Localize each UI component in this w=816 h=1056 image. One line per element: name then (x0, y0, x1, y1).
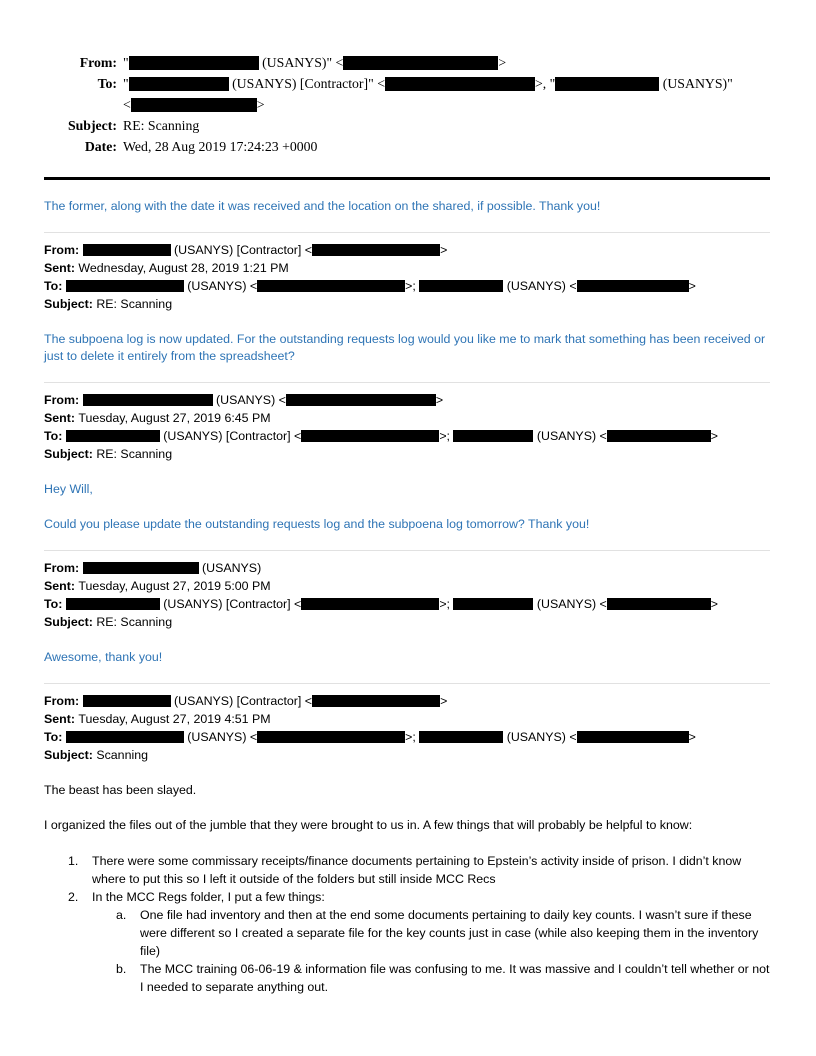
text-run: >; (439, 597, 454, 611)
quote-field-label: From: (44, 393, 83, 407)
redaction-bar (66, 731, 184, 743)
quote-field-line (44, 391, 770, 409)
text-run: (USANYS) < (503, 730, 577, 744)
quote-field-line (44, 259, 770, 277)
header-field-label: Date: (84, 139, 117, 154)
redaction-bar (286, 394, 436, 406)
text-run: RE: Scanning (96, 615, 173, 629)
text-run: >; (405, 279, 420, 293)
redaction-bar (301, 598, 439, 610)
text-run: > (688, 730, 696, 744)
list-item-content (140, 906, 770, 960)
quote-field-label: Sent: (44, 261, 79, 275)
redaction-bar (66, 280, 184, 292)
quote-field-label: Sent: (44, 712, 79, 726)
redaction-bar (312, 244, 440, 256)
redaction-bar (66, 430, 160, 442)
list-item-text: One file had inventory and then at the end some documents pertaining to daily key counts. I wasn’t sure if these were different so I created a separate file for the key counts just in case (while also keeping them in the inventory file) (140, 908, 759, 958)
text-run: (USANYS) [Contractor] < (170, 243, 313, 257)
redaction-bar (419, 731, 503, 743)
text-run: (USANYS) [Contractor] < (159, 597, 302, 611)
text-run: > (440, 694, 448, 708)
list-item-text: In the MCC Regs folder, I put a few things: (92, 890, 325, 904)
text-run: RE: Scanning (123, 118, 200, 133)
header-field-value (117, 52, 770, 73)
redaction-bar (129, 77, 229, 91)
text-run: > (710, 597, 719, 611)
header-field-line (123, 73, 770, 94)
text-run: (USANYS) (198, 561, 262, 575)
header-field-line (123, 136, 770, 157)
redaction-bar (83, 244, 171, 256)
text-run: " (123, 76, 129, 91)
text-run: The beast has been slayed. (44, 783, 197, 797)
text-run: > (688, 279, 696, 293)
redaction-bar (577, 731, 689, 743)
quote-field-line (44, 613, 770, 631)
quote-field-label: From: (44, 694, 83, 708)
text-run: (USANYS) [Contractor]" < (228, 76, 385, 91)
quoted-message-header (44, 383, 770, 463)
quote-field-line (44, 559, 770, 577)
header-rule (44, 177, 770, 180)
header-field-line (123, 52, 770, 73)
text-run: Tuesday, August 27, 2019 6:45 PM (78, 411, 271, 425)
text-run: (USANYS) < (533, 597, 607, 611)
text-run: RE: Scanning (96, 297, 173, 311)
text-run: (USANYS) < (183, 730, 258, 744)
header-field-row (44, 73, 770, 115)
redaction-bar (607, 430, 711, 442)
redaction-bar (312, 695, 440, 707)
quote-field-line (44, 577, 770, 595)
header-field-value (117, 115, 770, 136)
text-run: >; (439, 429, 454, 443)
text-run: Wed, 28 Aug 2019 17:24:23 +0000 (123, 139, 318, 154)
list-item (44, 888, 770, 996)
text-run: (USANYS) < (533, 429, 607, 443)
quote-field-label: From: (44, 243, 83, 257)
quote-field-line (44, 409, 770, 427)
redaction-bar (66, 598, 160, 610)
body-paragraph (44, 649, 770, 666)
text-run: >; (405, 730, 420, 744)
list-marker: 1. (68, 854, 79, 868)
text-run: > (435, 393, 444, 407)
quote-field-label: Subject: (44, 447, 97, 461)
quote-field-label: To: (44, 730, 66, 744)
text-run: " (123, 55, 129, 70)
text-run: (USANYS)" < (258, 55, 344, 70)
text-run: (USANYS) [Contractor] < (159, 429, 302, 443)
redaction-bar (131, 98, 257, 112)
quote-field-line (44, 595, 770, 613)
quote-field-label: To: (44, 597, 66, 611)
quote-field-line (44, 295, 770, 313)
text-run: Could you please update the outstanding requests log and the subpoena log tomorrow? Thank you! (44, 517, 590, 531)
redaction-bar (419, 280, 503, 292)
list-marker: 2. (68, 890, 79, 904)
redaction-bar (453, 430, 533, 442)
redaction-bar (577, 280, 689, 292)
body-paragraph (44, 198, 770, 215)
redaction-bar (83, 695, 171, 707)
redaction-bar (83, 394, 213, 406)
redaction-bar (343, 56, 498, 70)
body-list (44, 852, 770, 996)
quote-field-line (44, 427, 770, 445)
text-run: Hey Will, (44, 482, 93, 496)
text-run: Scanning (96, 748, 148, 762)
text-run: The former, along with the date it was received and the location on the shared, if possible. Thank you! (44, 199, 601, 213)
quote-field-label: Sent: (44, 411, 79, 425)
body-paragraph (44, 516, 770, 533)
quote-field-label: Subject: (44, 615, 97, 629)
header-field-value (117, 73, 770, 115)
redaction-bar (257, 280, 405, 292)
redaction-bar (129, 56, 259, 70)
list-item-content (140, 960, 770, 996)
quote-field-line (44, 692, 770, 710)
list-item-content (92, 852, 770, 888)
header-field-line (123, 115, 770, 136)
list-item-text: The MCC training 06-06-19 & information file was confusing to me. It was massive and I couldn’t tell whether or not I needed to separate anything out. (140, 962, 770, 994)
header-field-label: To: (97, 76, 117, 91)
email-body (44, 198, 770, 996)
quote-field-label: From: (44, 561, 83, 575)
text-run: > (710, 429, 719, 443)
quote-field-label: Subject: (44, 748, 97, 762)
header-field-value (117, 136, 770, 157)
list-item-text: There were some commissary receipts/finance documents pertaining to Epstein’s activity inside of prison. I didn’t know where to put this so I left it outside of the folders but still inside MCC Recs (92, 854, 742, 886)
text-run: < (123, 97, 131, 112)
header-field-row (44, 52, 770, 73)
redaction-bar (83, 562, 199, 574)
text-run: (USANYS)" (659, 76, 733, 91)
text-run: > (440, 243, 448, 257)
quote-field-label: Sent: (44, 579, 79, 593)
list-item-content (92, 888, 770, 996)
redaction-bar (257, 731, 405, 743)
header-field-row (44, 136, 770, 157)
text-run: Tuesday, August 27, 2019 5:00 PM (78, 579, 271, 593)
quote-field-line (44, 728, 770, 746)
text-run: (USANYS) < (212, 393, 286, 407)
list-marker: b. (116, 962, 127, 976)
quote-field-line (44, 241, 770, 259)
body-paragraph (44, 481, 770, 498)
body-paragraph (44, 817, 770, 834)
quote-field-label: Subject: (44, 297, 97, 311)
text-run: >, " (534, 76, 556, 91)
text-run: Awesome, thank you! (44, 650, 163, 664)
text-run: (USANYS) [Contractor] < (170, 694, 313, 708)
header-field-row (44, 115, 770, 136)
redaction-bar (385, 77, 535, 91)
redaction-bar (301, 430, 439, 442)
quote-field-line (44, 710, 770, 728)
text-run: Tuesday, August 27, 2019 4:51 PM (78, 712, 271, 726)
quoted-message-header (44, 684, 770, 764)
text-run: The subpoena log is now updated. For the outstanding requests log would you like me to mark that something has been received or just to delete it entirely from the spreadsheet? (44, 332, 766, 363)
redaction-bar (453, 598, 533, 610)
text-run: (USANYS) < (183, 279, 258, 293)
text-run: > (498, 55, 507, 70)
quote-field-line (44, 445, 770, 463)
redaction-bar (607, 598, 711, 610)
list-item (116, 906, 770, 960)
body-paragraph (44, 331, 770, 365)
email-header (44, 52, 770, 157)
list-item (44, 852, 770, 888)
quote-field-line (44, 277, 770, 295)
text-run: RE: Scanning (96, 447, 173, 461)
text-run: Wednesday, August 28, 2019 1:21 PM (78, 261, 289, 275)
quoted-message-header (44, 551, 770, 631)
text-run: > (256, 97, 265, 112)
list-marker: a. (116, 908, 127, 922)
quote-field-label: To: (44, 279, 66, 293)
body-paragraph (44, 782, 770, 799)
list-item (116, 960, 770, 996)
header-field-line (123, 94, 770, 115)
header-field-label: Subject: (67, 118, 117, 133)
quoted-message-header (44, 233, 770, 313)
text-run: I organized the files out of the jumble that they were brought to us in. A few things that will probably be helpful to know: (44, 818, 693, 832)
text-run: (USANYS) < (503, 279, 577, 293)
redaction-bar (555, 77, 659, 91)
quote-field-label: To: (44, 429, 66, 443)
quote-field-line (44, 746, 770, 764)
header-field-label: From: (79, 55, 117, 70)
